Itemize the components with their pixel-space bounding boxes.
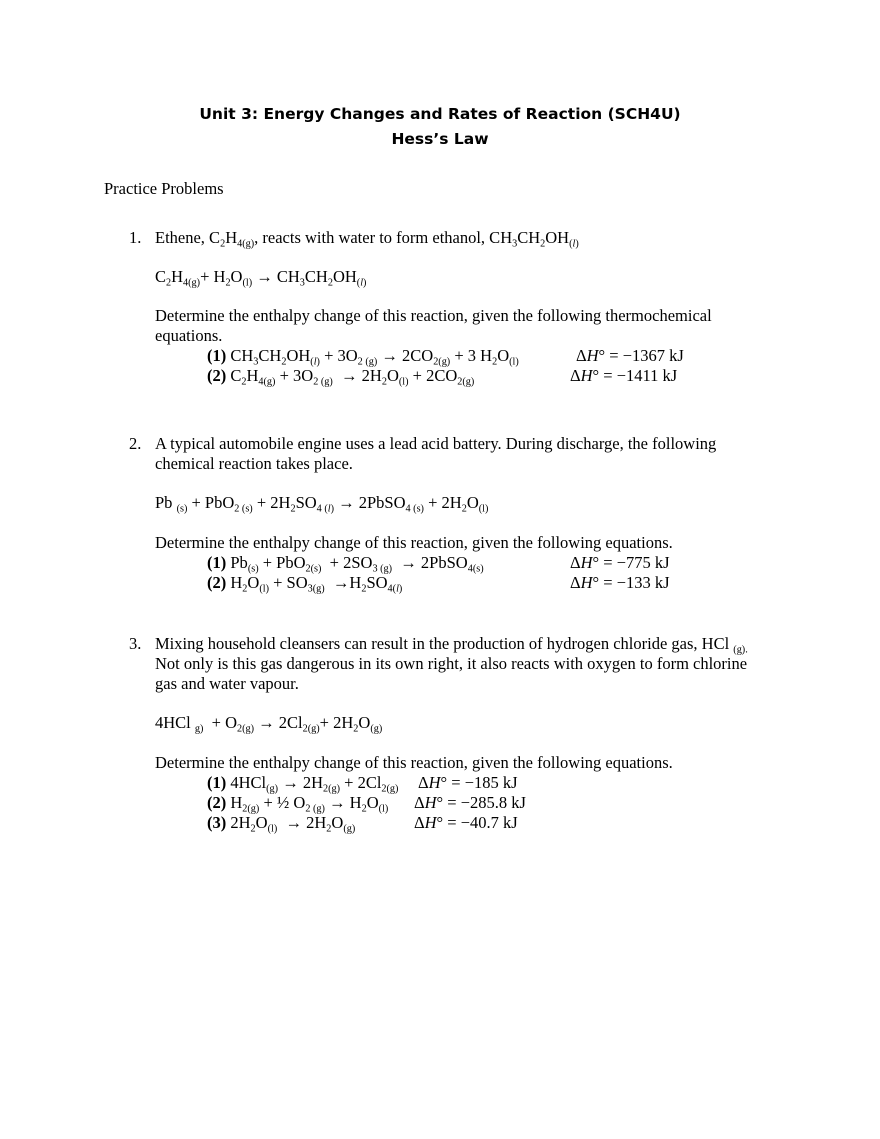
equation-formula: $C_2H_{4(g)} + 3O_{2 (g)} \to 2H_2O_{(l)} + 2CO_{2(g)}$ bbox=[230, 366, 475, 388]
problem-number: 2. bbox=[129, 434, 142, 453]
problem-number: 3. bbox=[129, 634, 142, 653]
problem-intro: gas and water vapour. bbox=[155, 674, 299, 693]
enthalpy-value: ΔH° = −1367 kJ bbox=[576, 346, 684, 365]
equation-label: (1) bbox=[207, 773, 227, 792]
equation-row bbox=[207, 346, 519, 367]
enthalpy-value: ΔH° = −133 kJ bbox=[570, 573, 670, 592]
equation-label: (1) bbox=[207, 553, 227, 572]
enthalpy-value: ΔH° = −285.8 kJ bbox=[414, 793, 526, 812]
equation-formula: $H_{2(g)}$ + ½ $O_{2 (g)} \to H_2O_{(l)}$ bbox=[230, 793, 389, 815]
problem-intro: Mixing household cleansers can result in the production of hydrogen chloride gas, HCl $_{(g).}$ bbox=[155, 634, 748, 656]
enthalpy-value: ΔH° = −40.7 kJ bbox=[414, 813, 518, 832]
page-title-line-1: Unit 3: Energy Changes and Rates of Reaction (SCH4U) bbox=[199, 105, 681, 123]
problem-intro: Ethene, $C_2H_{4(g)}$, reacts with water to form ethanol, $CH_3CH_2OH_{(l)}$ bbox=[155, 228, 579, 250]
enthalpy-value: ΔH° = −775 kJ bbox=[570, 553, 670, 572]
equation-formula: $CH_3CH_2OH_{(l)} + 3O_{2 (g)} \to 2CO_{2(g)} + 3$ $H_2O_{(l)}$ bbox=[230, 346, 519, 368]
equation-row bbox=[207, 573, 402, 594]
section-heading: Practice Problems bbox=[104, 179, 224, 198]
equation-label: (2) bbox=[207, 366, 227, 385]
instruction-text: Determine the enthalpy change of this reaction, given the following equations. bbox=[155, 753, 673, 772]
target-equation: 4HCl $_{g)} + O_{2(g)} \to 2Cl_{2(g)}+ 2H_2O_{(g)}$ bbox=[155, 713, 383, 735]
enthalpy-value: ΔH° = −1411 kJ bbox=[570, 366, 678, 385]
equation-formula: $H_2O_{(l)} + SO_{3(g)} \to H_2SO_{4(l)}$ bbox=[230, 573, 403, 595]
equation-formula: $4HCl_{(g)} \to 2H_{2(g)} + 2Cl_{2(g)}$ bbox=[230, 773, 399, 795]
problem-intro: chemical reaction takes place. bbox=[155, 454, 353, 473]
instruction-text: equations. bbox=[155, 326, 223, 345]
equation-label: (2) bbox=[207, 793, 227, 812]
instruction-text: Determine the enthalpy change of this reaction, given the following equations. bbox=[155, 533, 673, 552]
equation-row bbox=[207, 793, 388, 814]
page-title-line-2: Hess’s Law bbox=[391, 130, 489, 148]
problem-intro: A typical automobile engine uses a lead acid battery. During discharge, the following bbox=[155, 434, 717, 453]
equation-row bbox=[207, 366, 474, 387]
equation-formula: $Pb_{(s)} + PbO_{2(s)} + 2SO_{3 (g)}$ → 2PbSO$_{4(s)}$ bbox=[230, 553, 484, 575]
target-equation: Pb $_{(s)} + PbO_{2 (s)} + 2H_2SO_{4 (l)}$ → 2PbSO$_{4 (s)}$ + $2H_2O_{(l)}$ bbox=[155, 493, 489, 515]
problem-number: 1. bbox=[129, 228, 142, 247]
enthalpy-value: ΔH° = −185 kJ bbox=[418, 773, 518, 792]
equation-formula: $2H_2O_{(l)} \to 2H_2O_{(g)}$ bbox=[230, 813, 356, 835]
equation-row bbox=[207, 553, 484, 574]
problem-intro: Not only is this gas dangerous in its own right, it also reacts with oxygen to form chlorine bbox=[155, 654, 748, 673]
instruction-text: Determine the enthalpy change of this reaction, given the following thermochemical bbox=[155, 306, 712, 325]
target-equation: $C_2H_{4(g)}+ H_2O_{(l)} \to CH_3CH_2OH_{(l)}$ bbox=[155, 267, 367, 289]
equation-label: (1) bbox=[207, 346, 227, 365]
equation-row bbox=[207, 813, 355, 834]
equation-row bbox=[207, 773, 398, 794]
equation-label: (2) bbox=[207, 573, 227, 592]
equation-label: (3) bbox=[207, 813, 227, 832]
